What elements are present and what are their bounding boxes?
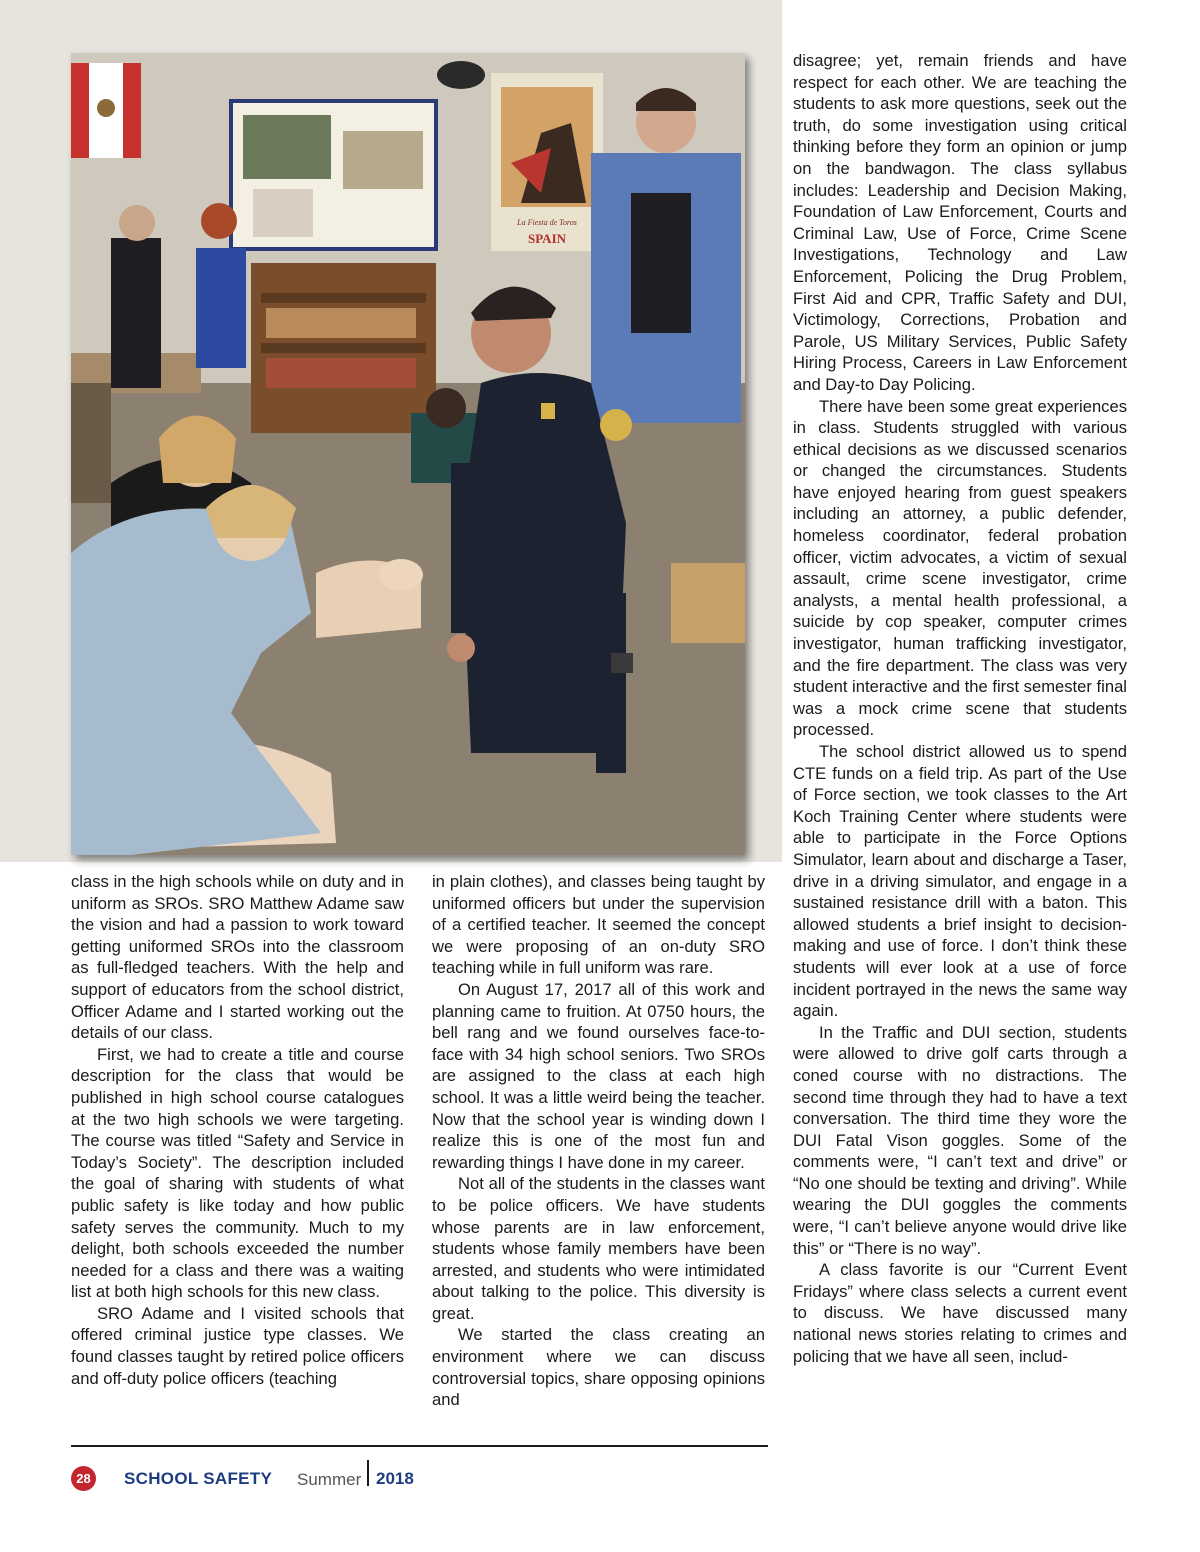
spain-bullfight-poster <box>491 73 603 251</box>
article-column-left <box>71 871 404 1389</box>
bulletin-board <box>231 101 436 249</box>
poster-caption: SPAIN <box>527 231 567 246</box>
poster-subcaption: La Fiesta de Toros <box>517 218 577 227</box>
classroom-cpr-photo <box>71 53 745 855</box>
paragraph: On August 17, 2017 all of this work and planning came to fruition. At 0750 hours, the bell rang and we found ourselves face-to-face with 34 high school seniors. Two SROs are assigned to the class at each high school. It was a little weird being the teacher. Now that the school year is winding down I realize this is one of the most fun and rewarding things I have done in my career. <box>432 979 765 1172</box>
photo-illustration <box>71 53 745 855</box>
issue-season: Summer <box>297 1470 362 1489</box>
paragraph: First, we had to create a title and course description for the class that would be published in high school course catalogues at the two high schools we were targeting. The course was titled “Safety and Service in Today’s Society”. The description included the goal of sharing with students of what public safety is like today and how public safety serves the community. Much to my delight, both schools exceeded the number needed for a class and there was a waiting list at both high schools for this new class. <box>71 1044 404 1302</box>
paragraph: There have been some great experiences in class. Students struggled with various ethical decisions as we discussed scenarios or changed the circumstances. Students have enjoyed hearing from guest speakers including an attorney, a public defender, homeless coordinator, federal probation officer, victim advocates, a victim of sexual assault, crime scene investigator, crime analysts, a mental health professional, a suicide by cop speaker, computer crimes investigator, human trafficking investigator, and the fire department. The class was very student interactive and the first semester final was a mock crime scene that students processed. <box>793 396 1127 740</box>
page-number-badge: 28 <box>71 1466 96 1491</box>
footer-rule <box>71 1445 768 1447</box>
footer-separator <box>367 1460 369 1486</box>
paragraph: SRO Adame and I visited schools that offered criminal justice type classes. We found classes taught by retired police officers and off-duty police officers (teaching <box>71 1303 404 1388</box>
magazine-title: SCHOOL SAFETY <box>124 1469 273 1488</box>
paragraph: Not all of the students in the classes want to be police officers. We have students whose parents are in law enforcement, students whose family members have been arrested, and students who were intimidated about talking to the police. This diversity is great. <box>432 1174 765 1323</box>
paragraph: A class favorite is our “Current Event Fridays” where class selects a current event to discuss. We have discussed many national news stories relating to crimes and policing that we have all seen, includ- <box>793 1260 1127 1366</box>
issue-year: 2018 <box>376 1469 414 1488</box>
paragraph: disagree; yet, remain friends and have respect for each other. We are teaching the students to ask more questions, seek out the truth, do some investigation using critical thinking before they form an opinion or jump on the bandwagon. The class syllabus includes: Leadership and Decision Making, Foundation of Law Enforcement, Courts and Criminal Law, Use of Force, Crime Scene Investigations, Technology and Law Enforcement, Policing the Drug Problem, First Aid and CPR, Traffic Safety and DUI, Victimology, Corrections, Probation and Parole, US Military Services, Public Safety Hiring Process, Careers in Law Enforcement and Day-to Day Policing. <box>793 51 1127 394</box>
peru-flag <box>71 63 141 158</box>
paragraph: We started the class creating an environment where we can discuss controversial topics, share opposing opinions and <box>432 1325 765 1410</box>
paragraph: class in the high schools while on duty and in uniform as SROs. SRO Matthew Adame saw the vision and had a passion to work toward getting uniformed SROs into the classroom as full-fledged teachers. With the help and support of educators from the school district, Officer Adame and I started working out the details of our class. <box>71 872 404 1043</box>
article-column-middle <box>432 871 765 1411</box>
paragraph: in plain clothes), and classes being taught by uniformed officers but under the supervision of a certified teacher. It seemed the concept we were proposing of an on-duty SRO teaching while in full uniform was rare. <box>432 872 765 978</box>
paragraph: The school district allowed us to spend CTE funds on a field trip. As part of the Use of Force section, we took classes to the Art Koch Training Center where students were able to participate in the Force Options Simulator, learn about and discharge a Taser, drive in a driving simulator, and engage in a sustained resistance drill with a baton. This allowed students a brief insight to decision-making and use of force. I don’t think these students will ever look at a use of force incident portrayed in the news the same way again. <box>793 742 1127 1021</box>
article-column-right <box>793 50 1127 1367</box>
paragraph: In the Traffic and DUI section, students were allowed to drive golf carts through a coned course with no distractions. The second time through they had to have a text conversation. The third time they wore the DUI Fatal Vison goggles. Some of the comments were, “I can’t text and drive” or “No one should be texting and driving”. While wearing the DUI goggles the comments were, “I can’t believe anyone would drive like this” or “There is no way”. <box>793 1022 1127 1258</box>
wall-hat <box>437 61 485 89</box>
bookshelf <box>251 263 436 433</box>
